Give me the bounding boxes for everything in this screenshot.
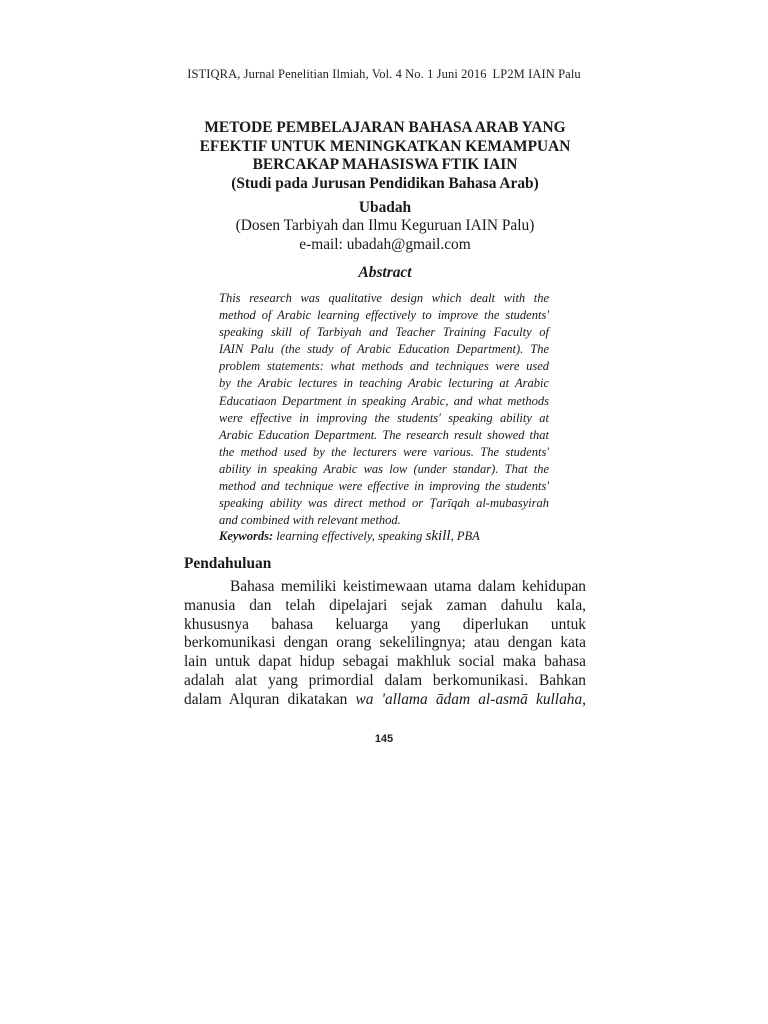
author-name: Ubadah (358, 199, 412, 216)
paragraph-line: adalah alat yang primordial dalam berkomunikasi. Bahkan (184, 671, 586, 689)
abstract-line: method and technique were effective in improving the students' (219, 479, 549, 494)
abstract-line: IAIN Palu (the study of Arabic Education Department). The (219, 342, 549, 357)
paragraph-line: lain untuk dapat hidup sebagai makhluk social maka bahasa (184, 653, 586, 671)
abstract-body (219, 290, 549, 529)
keywords-text: learning effectively, speaking (276, 529, 423, 543)
abstract-line: method of Arabic learning effectively to improve the students' (219, 308, 549, 323)
intro-paragraph (184, 578, 586, 710)
publisher-label: LP2M IAIN Palu (492, 67, 581, 81)
title-subtitle: (Studi pada Jurusan Pendidikan Bahasa Arab) (231, 174, 539, 192)
abstract-line: speaking skill of Tarbiyah and Teacher Training Faculty of (219, 325, 549, 340)
title-line: BERCAKAP MAHASISWA FTIK IAIN (252, 156, 518, 174)
paper-title (140, 119, 630, 193)
paragraph-line: Bahasa memiliki keistimewaan utama dalam kehidupan (230, 578, 586, 595)
keywords-label: Keywords: (219, 529, 274, 543)
author-block (140, 199, 630, 254)
abstract-line: ability in speaking Arabic was low (under standar). That the (219, 461, 549, 476)
keywords-tail: , PBA (450, 529, 480, 543)
running-header (0, 67, 768, 82)
abstract-line: Arabic Education Department. The research result showed that (219, 427, 549, 442)
title-line: EFEKTIF UNTUK MENINGKATKAN KEMAMPUAN (199, 137, 571, 155)
title-line: METODE PEMBELAJARAN BAHASA ARAB YANG (204, 119, 566, 136)
abstract-line: Educatiaon Department in speaking Arabic, and what methods (219, 393, 549, 408)
keywords-line (219, 528, 549, 545)
paragraph-line-plain: dalam Alquran dikatakan (184, 690, 348, 708)
arabic-transliteration: wa 'allama ādam al-asmā kullaha, (355, 690, 586, 708)
abstract-line: This research was qualitative design which dealt with the (219, 291, 549, 305)
author-affiliation: (Dosen Tarbiyah dan Ilmu Keguruan IAIN Palu) (235, 217, 535, 235)
author-email: e-mail: ubadah@gmail.com (299, 235, 471, 253)
keywords-skill: skill (425, 528, 451, 544)
paragraph-line: manusia dan telah dipelajari sejak zaman dahulu kala, (184, 596, 586, 614)
abstract-line: and combined with relevant method. (219, 513, 401, 528)
abstract-line: by the Arabic lectures in teaching Arabic lecturing at Arabic (219, 376, 549, 391)
paragraph-line: khususnya bahasa keluarga yang diperlukan untuk (184, 615, 586, 633)
paragraph-line: berkomunikasi dengan orang sekelilingnya; atau dengan kata (184, 634, 586, 652)
journal-citation: ISTIQRA, Jurnal Penelitian Ilmiah, Vol. 4 No. 1 Juni 2016 (187, 67, 487, 81)
abstract-line: the method used by the lecturers were various. The students' (219, 444, 549, 459)
section-heading-pendahuluan: Pendahuluan (184, 555, 272, 572)
abstract-heading: Abstract (358, 264, 412, 281)
page-number: 145 (374, 733, 394, 745)
abstract-line: problem statements: what methods and techniques were used (219, 359, 549, 374)
abstract-line: were effective in improving the students' speaking ability at (219, 410, 549, 425)
abstract-line: speaking ability was direct method or Ṭarīqah al-mubasyirah (219, 496, 549, 511)
paragraph-line (184, 691, 586, 710)
